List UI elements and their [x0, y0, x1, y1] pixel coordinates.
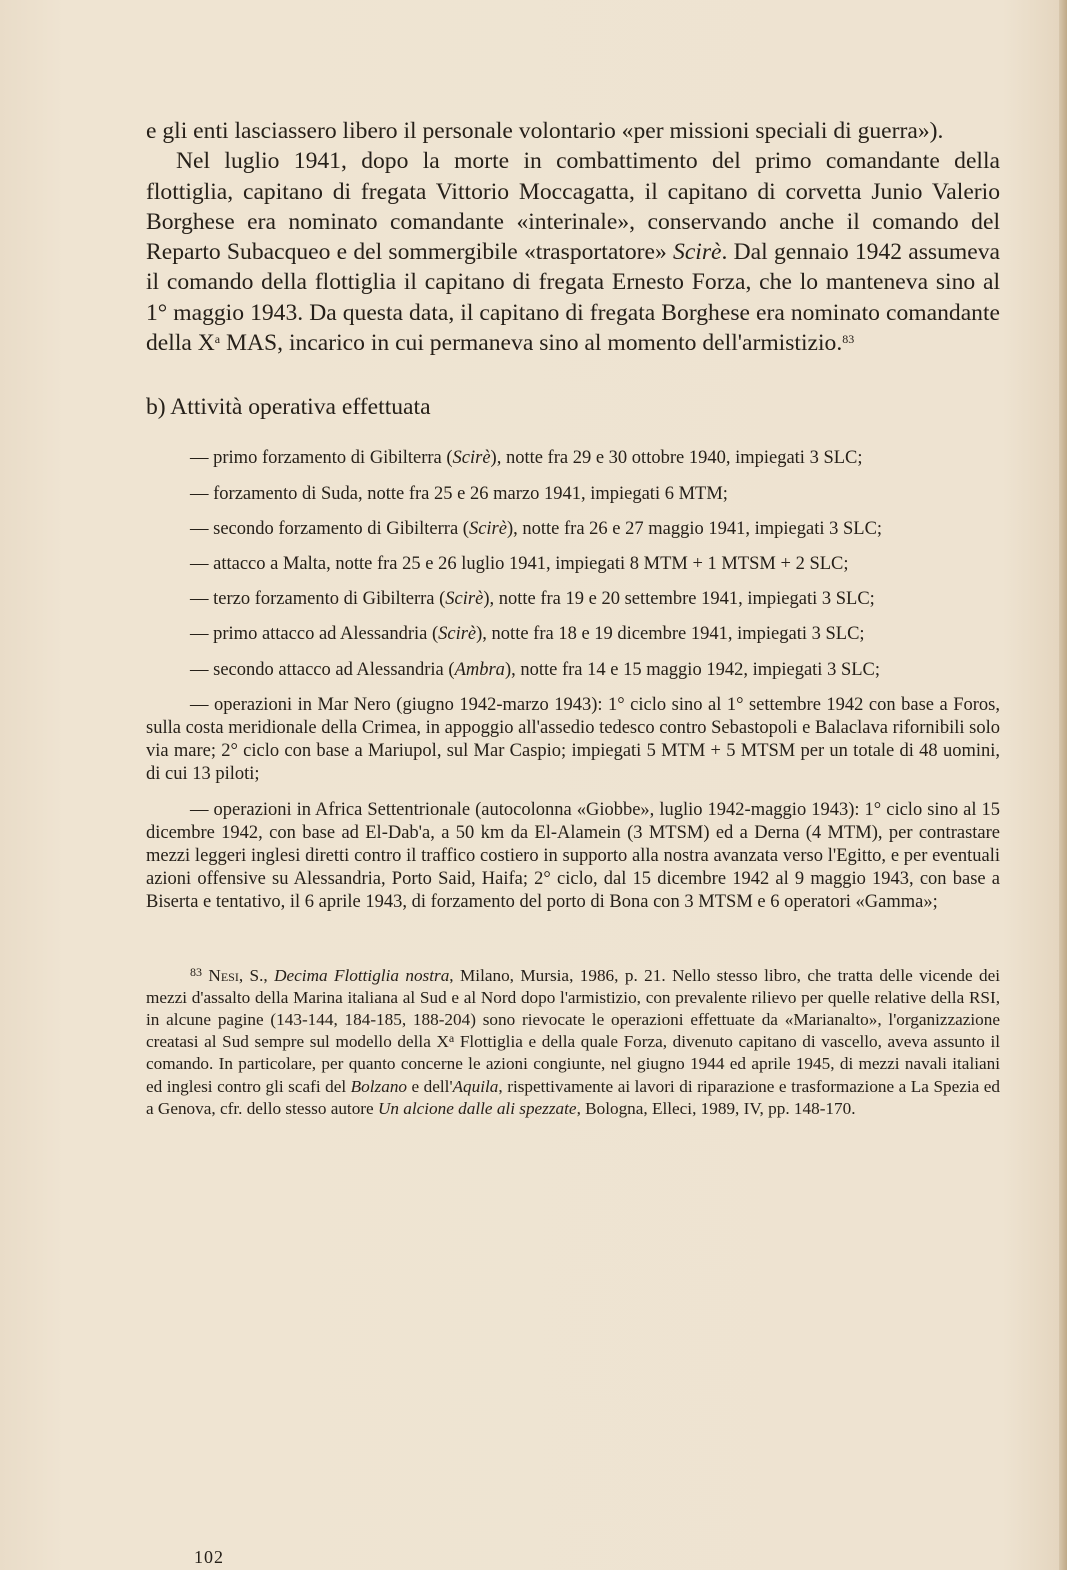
item-text: ), notte fra 19 e 20 settembre 1941, impiegati 3 SLC; [483, 589, 875, 610]
item-text: ), notte fra 29 e 30 ottobre 1940, impiegati 3 SLC; [490, 448, 863, 469]
list-item [146, 623, 1000, 646]
footnote-ref: 83 [842, 332, 855, 347]
list-item [146, 518, 1000, 541]
paragraph-continuation: e gli enti lasciassero libero il personale volontario «per missioni speciali di guerra»). [146, 118, 944, 144]
section-heading: b) Attività operativa effettuata [146, 394, 431, 421]
item-text: — secondo attacco ad Alessandria ( [190, 659, 455, 680]
footnote-text: Flottiglia e della quale Forza, divenuto capitano di vascello, aveva assunto il comando. In particolare, per quanto concerne le azioni congiunte, nel giugno 1944 ed aprile 1945, di mezzi navali italiani ed inglesi contro gli scafi del [146, 1032, 1000, 1096]
page-edge [1059, 0, 1067, 1570]
book-title: Decima Flottiglia nostra [274, 965, 450, 985]
ship-name: Ambra [454, 659, 505, 680]
list-item [146, 588, 1000, 611]
item-text: ), notte fra 14 e 15 maggio 1942, impiegati 3 SLC; [504, 659, 881, 680]
item-text: — operazioni in Africa Settentrionale (autocolonna «Giobbe», luglio 1942-maggio 1943): 1° ciclo sino al 15 dicembre 1942, con base ad El-Dab'a, a 50 km da El-Alamein (3 MTSM) ed a Derna (4 MTM), per contrastare mezzi leggeri inglesi diretti contro il traffico costiero in supporto alla nostra avanzata verso l'Egitto, e per eventuali azioni offensive su Alessandria, Porto Said, Haifa; 2° ciclo, dal 15 dicembre 1942 al 9 maggio 1943, con base a Biserta e tentativo, il 6 aprile 1943, di forzamento del porto di Bona con 3 MTSM e 6 operatori «Gamma»; [146, 799, 1000, 913]
footnote-text: e dell' [407, 1076, 453, 1096]
ship-name: Scirè [438, 624, 477, 645]
list-item [146, 799, 1000, 915]
paragraph-command [146, 146, 1000, 358]
footnote-number: 83 [190, 964, 202, 979]
item-text: — primo forzamento di Gibilterra ( [190, 448, 453, 469]
superscript: a [214, 332, 221, 347]
operations-list [146, 447, 1000, 914]
page-content [146, 116, 1000, 1120]
item-text: ), notte fra 18 e 19 dicembre 1941, impiegati 3 SLC; [476, 624, 865, 645]
item-text: — primo attacco ad Alessandria ( [190, 624, 439, 645]
footnote-text: , Bologna, Elleci, 1989, IV, pp. 148-170. [576, 1098, 856, 1118]
ship-name: Aquila [452, 1076, 499, 1096]
footnote-text: , rispettivamente ai lavori di riparazione e trasformazione a La Spezia ed a Genova, cfr. dello stesso autore [146, 1076, 1001, 1118]
footnote-text: , Milano, Mursia, 1986, p. 21. Nello stesso libro, che tratta delle vicende dei mezzi d'assalto della Marina italiana al Sud e al Nord dopo l'armistizio, con prevalente rilievo per quelle relative della RSI, in alcune pagine (143-144, 184-185, 188-204) sono rievocate le operazioni effettuate da «Marianalto», l'organizzazione creatasi al Sud sempre sul modello della X [146, 965, 1000, 1052]
footnote [146, 965, 1000, 1120]
item-text: — forzamento di Suda, notte fra 25 e 26 marzo 1941, impiegati 6 MTM; [190, 483, 728, 504]
book-title: Un alcione dalle ali spezzate [377, 1098, 577, 1118]
ship-name: Scirè [445, 589, 484, 610]
page-number: 102 [194, 1547, 224, 1567]
item-text: ), notte fra 26 e 27 maggio 1941, impiegati 3 SLC; [506, 518, 883, 539]
ship-name: Scirè [452, 448, 491, 469]
footnote-text: , S., [238, 965, 275, 985]
ship-name: Bolzano [350, 1076, 408, 1096]
ship-name: Scirè [468, 518, 507, 539]
list-item [146, 483, 1000, 506]
paragraph-text: Nel luglio 1941, dopo la morte in combattimento del primo comandante della flottiglia, capitano di fregata Vittorio Moccagatta, il capitano di corvetta Junio Valerio Borghese era nominato comandante «interinale», conservando anche il comando del Reparto Subacqueo e del sommergibile «trasportatore» [146, 148, 1000, 266]
paragraph-text: MAS, incarico in cui permaneva sino al momento dell'armistizio. [220, 330, 843, 357]
superscript: a [448, 1031, 455, 1046]
footnote-author: Nesi [208, 965, 239, 985]
main-text [146, 116, 1000, 358]
list-item [146, 694, 1000, 787]
list-item [146, 553, 1000, 576]
item-text: — terzo forzamento di Gibilterra ( [190, 589, 446, 610]
item-text: — attacco a Malta, notte fra 25 e 26 luglio 1941, impiegati 8 MTM + 1 MTSM + 2 SLC; [190, 553, 849, 574]
list-item [146, 447, 1000, 470]
item-text: — secondo forzamento di Gibilterra ( [190, 518, 469, 539]
paragraph-text: . Dal gennaio 1942 assumeva il comando della flottiglia il capitano di fregata Ernesto Forza, che lo manteneva sino al 1° maggio 1943. Da questa data, il capitano di fregata Borghese era nominato comandante della X [146, 239, 1000, 357]
list-item [146, 659, 1000, 682]
item-text: — operazioni in Mar Nero (giugno 1942-marzo 1943): 1° ciclo sino al 1° settembre 1942 con base a Foros, sulla costa meridionale della Crimea, in appoggio all'assedio tedesco contro Sebastopoli e Balaclava rifornibili solo via mare; 2° ciclo con base a Mariupol, sul Mar Caspio; impiegati 5 MTM + 5 MTSM per un totale di 48 uomini, di cui 13 piloti; [146, 694, 1000, 785]
ship-name: Scirè [673, 239, 722, 266]
